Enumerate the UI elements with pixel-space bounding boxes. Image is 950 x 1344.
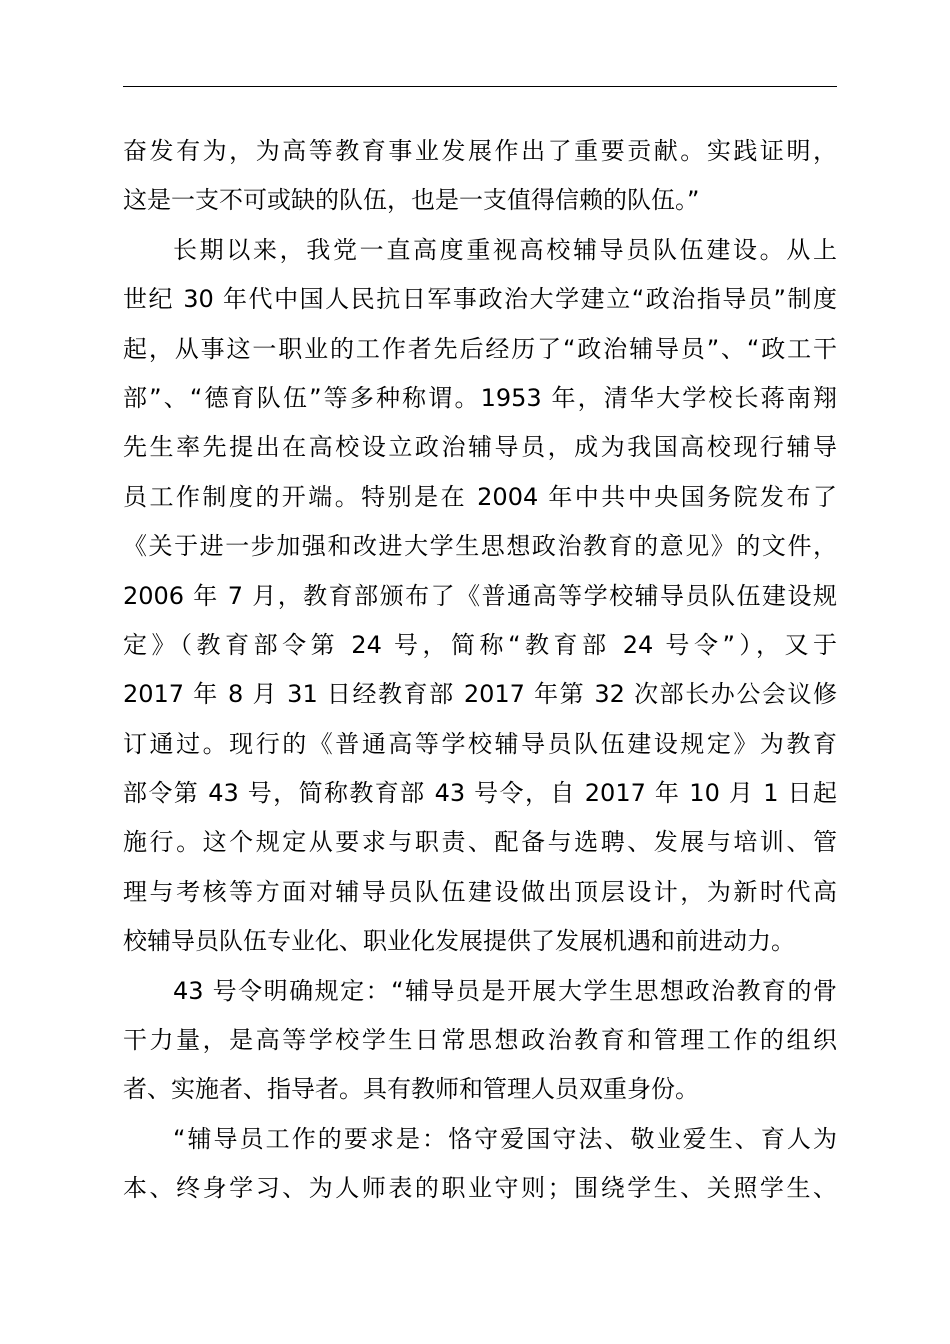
text-line: 部”、“德育队伍”等多种称谓。1953 年，清华大学校长蒋南翔 <box>123 383 837 412</box>
paragraph-1 <box>123 127 837 226</box>
text-line: 部令第 43 号，简称教育部 43 号令，自 2017 年 10 月 1 日起 <box>123 779 837 808</box>
text-line: 订通过。现行的《普通高等学校辅导员队伍建设规定》为教育 <box>123 729 837 758</box>
text-line: 起，从事这一职业的工作者先后经历了“政治辅导员”、“政工干 <box>123 334 837 363</box>
text-line: 员工作制度的开端。特别是在 2004 年中共中央国务院发布了 <box>123 482 837 511</box>
document-body <box>123 127 837 1214</box>
text-line: 先生率先提出在高校设立政治辅导员，成为我国高校现行辅导 <box>123 433 837 462</box>
text-line: 《关于进一步加强和改进大学生思想政治教育的意见》的文件， <box>123 532 837 561</box>
text-line: 2017 年 8 月 31 日经教育部 2017 年第 32 次部长办公会议修 <box>123 680 837 709</box>
text-line: 定》（教育部令第 24 号，简称“教育部 24 号令”），又于 <box>123 630 837 659</box>
text-line: 本、终身学习、为人师表的职业守则；围绕学生、关照学生、 <box>123 1174 837 1203</box>
text-line: 长期以来，我党一直高度重视高校辅导员队伍建设。从上 <box>173 235 837 264</box>
text-line: 者、实施者、指导者。具有教师和管理人员双重身份。 <box>123 1075 699 1104</box>
text-line: 世纪 30 年代中国人民抗日军事政治大学建立“政治指导员”制度 <box>123 285 837 314</box>
text-line: 奋发有为，为高等教育事业发展作出了重要贡献。实践证明， <box>123 137 837 165</box>
text-line: 这是一支不可或缺的队伍，也是一支值得信赖的队伍。” <box>123 186 700 215</box>
text-line: 干力量，是高等学校学生日常思想政治教育和管理工作的组织 <box>123 1026 837 1055</box>
text-line: “辅导员工作的要求是：恪守爱国守法、敬业爱生、育人为 <box>173 1124 837 1153</box>
header-rule <box>123 86 837 87</box>
paragraph-2 <box>123 226 837 967</box>
text-line: 2006 年 7 月，教育部颁布了《普通高等学校辅导员队伍建设规 <box>123 581 837 610</box>
text-line: 施行。这个规定从要求与职责、配备与选聘、发展与培训、管 <box>123 828 837 857</box>
text-line: 理与考核等方面对辅导员队伍建设做出顶层设计，为新时代高 <box>123 877 837 906</box>
paragraph-3 <box>123 967 837 1115</box>
text-line: 43 号令明确规定：“辅导员是开展大学生思想政治教育的骨 <box>173 976 837 1005</box>
paragraph-4 <box>123 1115 837 1214</box>
text-line: 校辅导员队伍专业化、职业化发展提供了发展机遇和前进动力。 <box>123 927 795 956</box>
